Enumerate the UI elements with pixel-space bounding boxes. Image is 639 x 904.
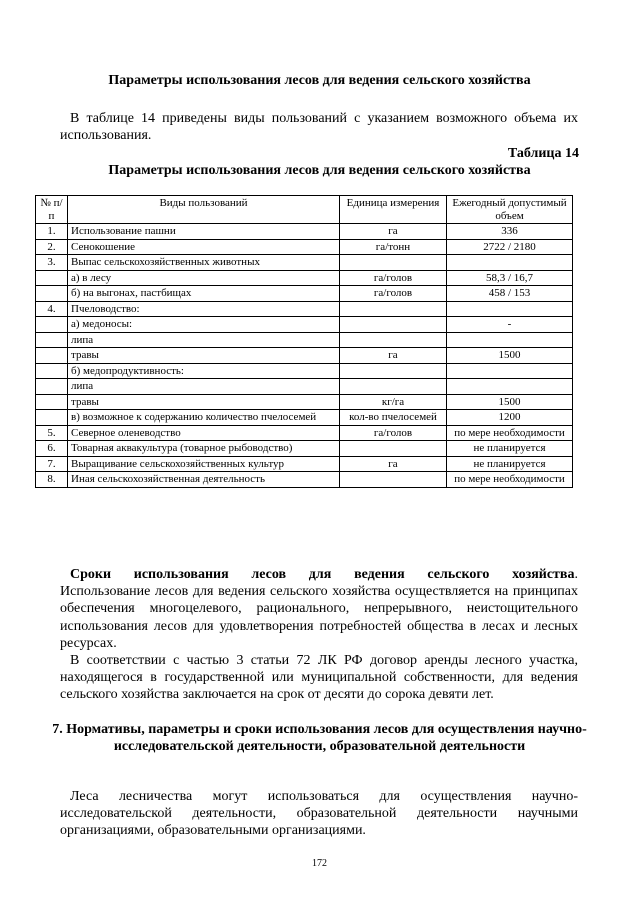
row-number [36,379,68,395]
header-type: Виды пользований [68,196,340,224]
table-row [36,425,573,441]
row-type: травы [68,348,340,364]
row-volume [447,379,573,395]
row-unit: га [340,224,447,240]
row-unit [340,363,447,379]
row-unit: га [340,456,447,472]
header-number: № п/п [36,196,68,224]
row-number: 5. [36,425,68,441]
header-unit: Единица измерения [340,196,447,224]
terms-paragraph-1 [60,566,578,652]
chapter-heading-7: 7. Нормативы, параметры и сроки использования лесов для осуществления научно-исследовательской деятельности, образовательной деятельности [52,722,587,754]
row-volume: 58,3 / 16,7 [447,270,573,286]
row-volume: 336 [447,224,573,240]
table-title: Параметры использования лесов для ведения сельского хозяйства [108,163,531,178]
table-row [36,332,573,348]
row-number [36,332,68,348]
row-type: б) на выгонах, пастбищах [68,286,340,302]
row-volume: не планируется [447,456,573,472]
row-number: 8. [36,472,68,488]
row-volume [447,255,573,271]
row-unit [340,301,447,317]
row-unit: га/голов [340,425,447,441]
row-unit: га/голов [340,270,447,286]
row-volume [447,332,573,348]
table-row [36,441,573,457]
row-volume: 2722 / 2180 [447,239,573,255]
terms-paragraph-2: В соответствии с частью 3 статьи 72 ЛК РФ договор аренды лесного участка, находящегося в государственной или муниципальной собственности, для ведения сельского хозяйства заключается на срок от десяти до сорока девяти лет. [60,653,578,703]
row-volume: по мере необходимости [447,472,573,488]
row-number: 2. [36,239,68,255]
table-row [36,456,573,472]
row-volume: 1200 [447,410,573,426]
row-number [36,394,68,410]
row-volume: не планируется [447,441,573,457]
row-volume: 1500 [447,394,573,410]
row-volume: 458 / 153 [447,286,573,302]
header-volume: Ежегодный допустимый объем [447,196,573,224]
table-row [36,363,573,379]
row-number: 7. [36,456,68,472]
row-number [36,317,68,333]
intro-paragraph: В таблице 14 приведены виды пользований с указанием возможного объема их использования. [60,111,578,143]
row-type: Пчеловодство: [68,301,340,317]
row-type: липа [68,332,340,348]
table-row [36,379,573,395]
table-row [36,239,573,255]
table-row [36,348,573,364]
row-unit [340,317,447,333]
row-type: Использование пашни [68,224,340,240]
row-type: липа [68,379,340,395]
row-unit: га/тонн [340,239,447,255]
table-row [36,472,573,488]
row-unit [340,332,447,348]
row-unit [340,255,447,271]
page-number: 172 [312,858,327,869]
table-number: Таблица 14 [507,146,579,161]
table-row [36,286,573,302]
table-row [36,394,573,410]
row-unit [340,472,447,488]
table-body [36,224,573,488]
section-heading: Параметры использования лесов для ведения сельского хозяйства [108,73,531,88]
row-type: Выращивание сельскохозяйственных культур [68,456,340,472]
row-type: травы [68,394,340,410]
row-volume: по мере необходимости [447,425,573,441]
table-row [36,255,573,271]
final-paragraph: Леса лесничества могут использоваться для осуществления научно-исследовательской деятельности, образовательной деятельности научными организациями, образовательными организациями. [60,789,578,838]
row-type: Иная сельскохозяйственная деятельность [68,472,340,488]
row-type: Сенокошение [68,239,340,255]
row-number: 4. [36,301,68,317]
row-type: б) медопродуктивность: [68,363,340,379]
usage-table [35,195,573,488]
row-volume: - [447,317,573,333]
table-row [36,317,573,333]
row-number [36,348,68,364]
table-row [36,301,573,317]
row-unit: кол-во пчелосемей [340,410,447,426]
row-number [36,363,68,379]
terms-section [60,566,578,704]
row-number: 3. [36,255,68,271]
row-unit [340,441,447,457]
table-row [36,270,573,286]
terms-bold-lead: Сроки использования лесов для ведения сельского хозяйства [70,567,575,582]
row-number: 1. [36,224,68,240]
table-row [36,410,573,426]
row-number: 6. [36,441,68,457]
row-type: Товарная аквакультура (товарное рыбоводство) [68,441,340,457]
row-number [36,270,68,286]
row-type: Северное оленеводство [68,425,340,441]
row-type: а) медоносы: [68,317,340,333]
table-row [36,224,573,240]
row-type: а) в лесу [68,270,340,286]
row-type: Выпас сельскохозяйственных животных [68,255,340,271]
row-volume [447,301,573,317]
row-unit [340,379,447,395]
row-volume: 1500 [447,348,573,364]
row-number [36,410,68,426]
row-unit: га/голов [340,286,447,302]
table-header-row [36,196,573,224]
row-volume [447,363,573,379]
row-number [36,286,68,302]
row-unit: га [340,348,447,364]
row-unit: кг/га [340,394,447,410]
row-type: в) возможное к содержанию количество пчелосемей [68,410,340,426]
terms-paragraph-1-rest: . Использование лесов для ведения сельского хозяйства осуществляется на принципах обеспечения многоцелевого, рационального, непрерывного, неистощительного использования лесов для удовлетворения потребностей общества в лесах и лесных ресурсах. [60,567,578,651]
